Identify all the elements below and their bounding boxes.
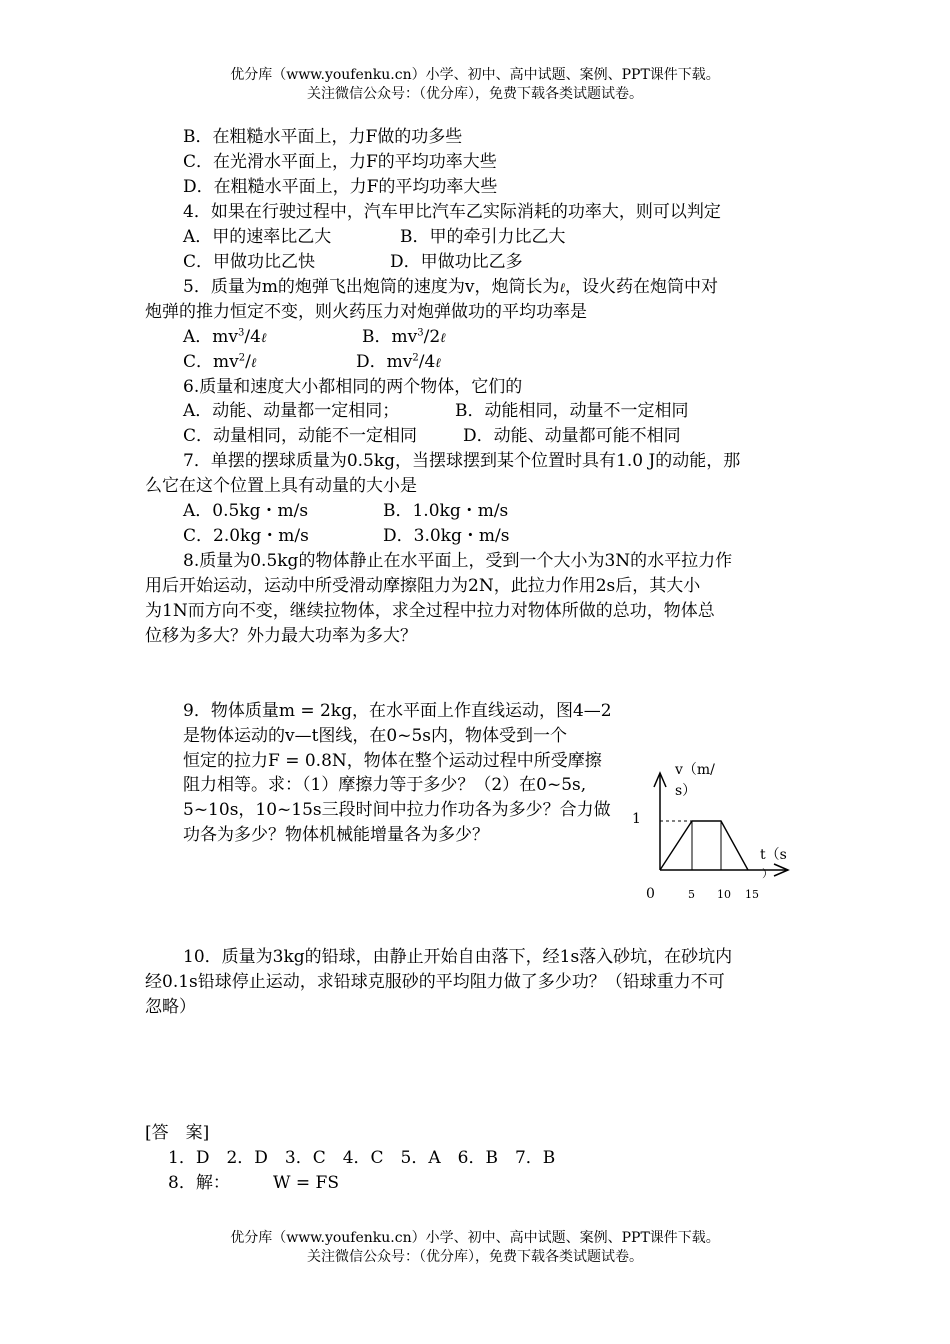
q7-option-b: B．1.0kg・m/s xyxy=(383,501,509,521)
q5-option-c xyxy=(183,350,256,376)
answer-8-formula: W = FS xyxy=(273,1173,339,1193)
q10-line-3: 忽略） xyxy=(145,997,196,1017)
ell-symbol: ℓ xyxy=(250,356,257,371)
x-axis-label-1: t（s xyxy=(760,847,787,863)
q5-option-d xyxy=(356,350,441,376)
q8-line-2: 用后开始运动，运动中所受滑动摩擦阻力为2N，此拉力作用2s后，其大小 xyxy=(145,576,701,596)
q6-option-c: C．动量相同，动能不一定相同 xyxy=(183,426,418,446)
q5-stem-line-2: 炮弹的推力恒定不变，则火药压力对炮弹做功的平均功率是 xyxy=(145,302,587,322)
q10-line-2: 经0.1s铅球停止运动，求铅球克服砂的平均阻力做了多少功？（铅球重力不可 xyxy=(145,972,725,992)
footer-line-2: 关注微信公众号：（优分库），免费下载各类试题试卷。 xyxy=(307,1249,643,1265)
q5-a-post: /4 xyxy=(244,327,261,347)
q6-stem: 6.质量和速度大小都相同的两个物体，它们的 xyxy=(183,377,523,397)
q4-option-a: A．甲的速率比乙大 xyxy=(183,227,332,247)
q5-d-text: D．mv xyxy=(356,352,413,372)
y-tick-label: 1 xyxy=(632,811,641,827)
ell-symbol: ℓ xyxy=(559,281,565,296)
q5-a-text: A．mv xyxy=(183,327,239,347)
q7-option-d: D．3.0kg・m/s xyxy=(383,526,510,546)
header-line-2: 关注微信公众号：（优分库），免费下载各类试题试卷。 xyxy=(307,86,643,102)
origin-label: 0 xyxy=(646,886,655,902)
q5-d-post: /4 xyxy=(418,352,436,372)
vt-graph xyxy=(620,755,810,905)
footer-line-1: 优分库（www.youfenku.cn）小学、初中、高中试题、案例、PPT课件下载。 xyxy=(230,1230,720,1246)
x-axis-label-2: ） xyxy=(762,867,773,880)
header-line-1: 优分库（www.youfenku.cn）小学、初中、高中试题、案例、PPT课件下载。 xyxy=(230,67,720,83)
q5-c-text: C．mv xyxy=(183,352,239,372)
x-tick-15: 15 xyxy=(745,888,759,901)
q9-line-3: 恒定的拉力F = 0.8N，物体在整个运动过程中所受摩擦 xyxy=(183,751,602,771)
q9-line-6: 功各为多少？物体机械能增量各为多少？ xyxy=(183,825,489,845)
q10-line-1: 10．质量为3kg的铅球，由静止开始自由落下，经1s落入砂坑，在砂坑内 xyxy=(183,947,733,967)
y-axis-label-1: v（m/ xyxy=(675,762,715,778)
q5-d-sup: 2 xyxy=(412,352,419,364)
x-tick-10: 10 xyxy=(717,888,731,901)
q3-option-d: D．在粗糙水平面上，力F的平均功率大些 xyxy=(183,177,498,197)
ell-symbol: ℓ xyxy=(260,331,267,346)
q5-stem-part-1: 5．质量为m的炮弹飞出炮筒的速度为v，炮筒长为 xyxy=(183,277,560,297)
q7-option-c: C．2.0kg・m/s xyxy=(183,526,309,546)
q6-option-d: D．动能、动量都可能不相同 xyxy=(463,426,681,446)
q7-stem-line-2: 么它在这个位置上具有动量的大小是 xyxy=(145,476,417,496)
q5-stem-line-1 xyxy=(183,275,718,301)
q4-stem: 4．如果在行驶过程中，汽车甲比汽车乙实际消耗的功率大，则可以判定 xyxy=(183,202,721,222)
q7-option-a: A．0.5kg・m/s xyxy=(183,501,309,521)
q4-option-d: D．甲做功比乙多 xyxy=(390,252,523,272)
q3-option-c: C．在光滑水平面上，力F的平均功率大些 xyxy=(183,152,497,172)
q5-b-post: /2 xyxy=(423,327,441,347)
q5-option-a xyxy=(183,325,266,351)
vt-line xyxy=(660,821,748,870)
answers-list: 1．D 2．D 3．C 4．C 5．A 6．B 7．B xyxy=(168,1148,556,1168)
q5-c-sup: 2 xyxy=(238,352,246,364)
q6-option-b: B．动能相同，动量不一定相同 xyxy=(455,401,689,421)
q8-line-3: 为1N而方向不变，继续拉物体，求全过程中拉力对物体所做的总功，物体总 xyxy=(145,601,715,621)
q5-c-post: / xyxy=(245,352,251,372)
x-tick-5: 5 xyxy=(688,888,695,901)
q5-stem-part-2: ，设火药在炮筒中对 xyxy=(564,277,718,297)
q5-option-b xyxy=(362,325,446,351)
ell-symbol: ℓ xyxy=(435,356,441,371)
q9-line-4: 阻力相等。求：（1）摩擦力等于多少？（2）在0~5s, xyxy=(183,775,587,795)
q5-b-sup: 3 xyxy=(417,327,424,339)
q8-line-1: 8.质量为0.5kg的物体静止在水平面上，受到一个大小为3N的水平拉力作 xyxy=(183,551,733,571)
q8-line-4: 位移为多大？外力最大功率为多大？ xyxy=(145,626,417,646)
q4-option-c: C．甲做功比乙快 xyxy=(183,252,316,272)
ell-symbol: ℓ xyxy=(440,331,446,346)
q5-b-text: B．mv xyxy=(362,327,418,347)
q3-option-b: B．在粗糙水平面上，力F做的功多些 xyxy=(183,127,463,147)
q9-line-1: 9．物体质量m = 2kg，在水平面上作直线运动，图4—2 xyxy=(183,701,612,721)
q7-stem-line-1: 7．单摆的摆球质量为0.5kg，当摆球摆到某个位置时具有1.0 J的动能，那 xyxy=(183,451,741,471)
answers-title: [答 案] xyxy=(145,1123,210,1143)
q6-option-a: A．动能、动量都一定相同； xyxy=(183,401,400,421)
y-axis-label-2: s） xyxy=(675,783,697,799)
q5-a-sup: 3 xyxy=(238,327,245,339)
q4-option-b: B．甲的牵引力比乙大 xyxy=(400,227,566,247)
q9-line-5: 5~10s，10~15s三段时间中拉力作功各为多少？合力做 xyxy=(183,800,611,820)
q9-line-2: 是物体运动的v—t图线，在0~5s内，物体受到一个 xyxy=(183,726,568,746)
answer-8-label: 8．解： xyxy=(168,1173,230,1193)
